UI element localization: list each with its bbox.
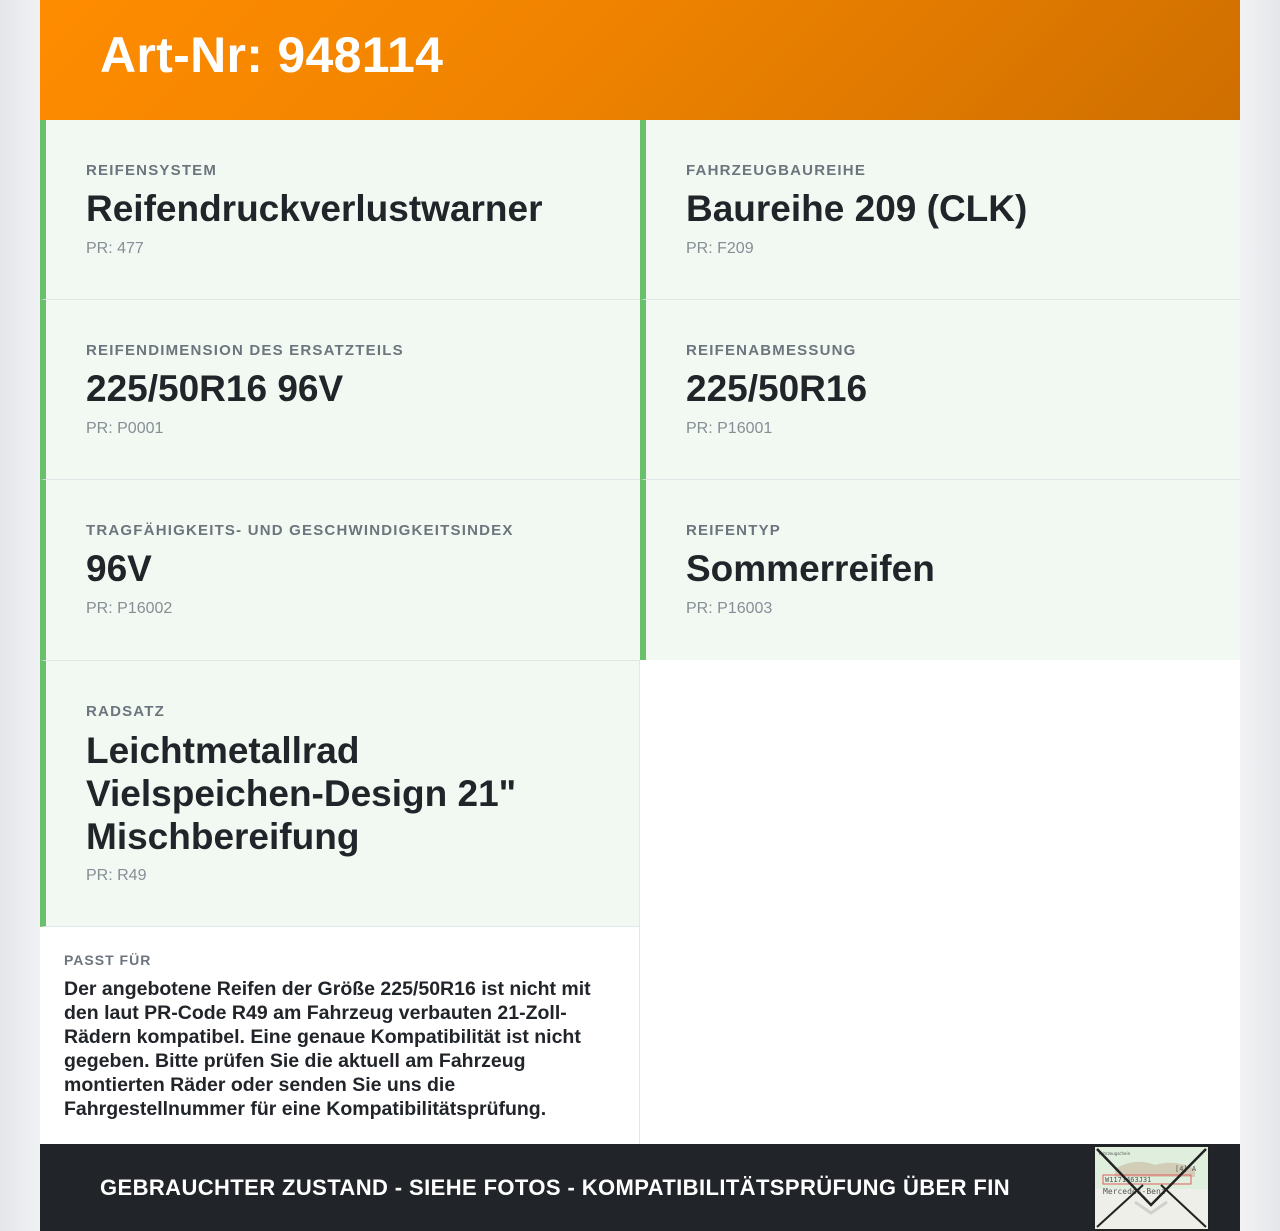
card-value: 225/50R16 96V — [86, 368, 344, 409]
card-pr-code: PR: P16002 — [86, 600, 173, 617]
card-value: Leichtmetallrad Vielspeichen-Design 21" Mischbereifung — [86, 730, 517, 857]
card-reifendimension — [40, 300, 640, 480]
card-reifensystem — [40, 120, 640, 300]
svg-text:Fahrzeugschein: Fahrzeugschein — [1099, 1151, 1131, 1156]
compatibility-text: Der angebotene Reifen der Größe 225/50R16 ist nicht mit den laut PR-Code R49 am Fahrzeug verbauten 21-Zoll-Rädern kompatibel. Eine genaue Kompatibilität ist nicht gegeben. Bitte prüfen Sie die aktuell am Fahrzeug montierten Räder oder senden Sie uns die Fahrgestellnummer für eine Kompatibilitätsprüfung. — [64, 978, 591, 1120]
header-banner — [40, 0, 1240, 120]
card-index — [40, 480, 640, 661]
card-label: REIFENABMESSUNG — [686, 342, 857, 359]
card-value: 96V — [86, 548, 152, 589]
card-reifentyp — [640, 480, 1240, 660]
card-radsatz — [40, 661, 640, 927]
card-pr-code: PR: 477 — [86, 240, 144, 257]
card-label: TRAGFÄHIGKEITS- UND GESCHWINDIGKEITSINDEX — [86, 522, 514, 539]
card-value: Baureihe 209 (CLK) — [686, 188, 1028, 229]
card-label: REIFENDIMENSION DES ERSATZTEILS — [86, 342, 404, 359]
card-value: Reifendruckverlustwarner — [86, 188, 543, 229]
footer-text: GEBRAUCHTER ZUSTAND - SIEHE FOTOS - KOMPATIBILITÄTSPRÜFUNG ÜBER FIN — [100, 1175, 1011, 1200]
card-pr-code: PR: P16001 — [686, 420, 773, 437]
card-pr-code: PR: F209 — [686, 240, 754, 257]
compatibility-section — [40, 927, 640, 1144]
card-label: RADSATZ — [86, 703, 165, 720]
card-label: REIFENTYP — [686, 522, 781, 539]
vin-text: W1171463J31 — [1105, 1176, 1152, 1184]
card-reifenabmessung — [640, 300, 1240, 480]
article-number-title: Art-Nr: 948114 — [100, 27, 444, 83]
card-value: Sommerreifen — [686, 548, 935, 589]
card-value: 225/50R16 — [686, 368, 868, 409]
envelope-vin-icon — [1093, 1145, 1210, 1231]
svg-text:[4] A: [4] A — [1175, 1165, 1197, 1173]
card-fahrzeugbaureihe — [640, 120, 1240, 300]
product-sheet — [40, 0, 1240, 1231]
svg-text:Mercedes-Benz: Mercedes-Benz — [1103, 1187, 1166, 1196]
card-pr-code: PR: P0001 — [86, 420, 164, 437]
compatibility-label: PASST FÜR — [64, 952, 152, 968]
card-label: FAHRZEUGBAUREIHE — [686, 162, 867, 179]
card-pr-code: PR: R49 — [86, 867, 147, 884]
footer-banner — [40, 1144, 1240, 1231]
card-label: REIFENSYSTEM — [86, 162, 218, 179]
card-pr-code: PR: P16003 — [686, 600, 773, 617]
